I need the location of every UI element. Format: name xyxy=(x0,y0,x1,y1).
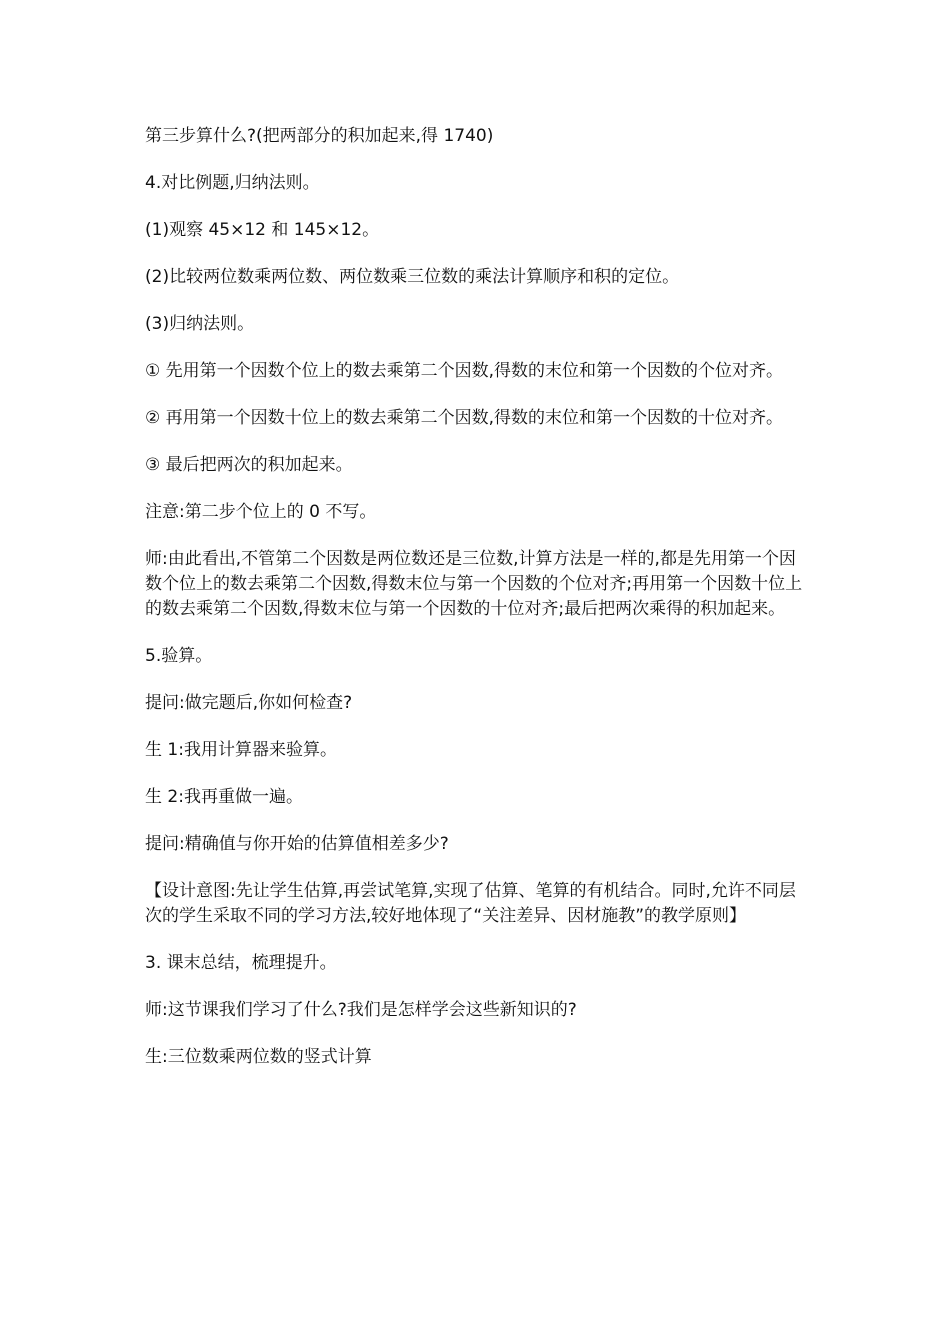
student-1-answer: 生 1:我用计算器来验算。 xyxy=(145,740,337,760)
student-answer: 生:三位数乘两位数的竖式计算 xyxy=(145,1047,372,1067)
question-check: 提问:做完题后,你如何检查? xyxy=(145,693,353,713)
section-4-heading: 4.对比例题,归纳法则。 xyxy=(145,173,320,193)
document-page xyxy=(145,124,810,1092)
rule-step-1: ① 先用第一个因数个位上的数去乘第二个因数,得数的末位和第一个因数的个位对齐。 xyxy=(145,361,784,381)
observe-item: (1)观察 45×12 和 145×12。 xyxy=(145,220,380,240)
design-intent: 【设计意图:先让学生估算,再尝试笔算,实现了估算、笔算的有机结合。同时,允许不同层次的学生采取不同的学习方法,较好地体现了“关注差异、因材施教”的教学原则】 xyxy=(145,881,796,926)
teacher-summary: 师:由此看出,不管第二个因数是两位数还是三位数,计算方法是一样的,都是先用第一个因数个位上的数去乘第二个因数,得数末位与第一个因数的个位对齐;再用第一个因数十位上的数去乘第二个因数,得数末位与第一个因数的十位对齐;最后把两次乘得的积加起来。 xyxy=(145,549,803,619)
section-3-summary-heading: 3. 课末总结，梳理提升。 xyxy=(145,953,337,973)
summarize-rule-item: (3)归纳法则。 xyxy=(145,314,255,334)
note-paragraph: 注意:第二步个位上的 0 不写。 xyxy=(145,502,377,522)
teacher-question: 师:这节课我们学习了什么?我们是怎样学会这些新知识的? xyxy=(145,1000,577,1020)
compare-item: (2)比较两位数乘两位数、两位数乘三位数的乘法计算顺序和积的定位。 xyxy=(145,267,680,287)
rule-step-2: ② 再用第一个因数十位上的数去乘第二个因数,得数的末位和第一个因数的十位对齐。 xyxy=(145,408,784,428)
section-5-heading: 5.验算。 xyxy=(145,646,213,666)
student-2-answer: 生 2:我再重做一遍。 xyxy=(145,787,303,807)
step-three-question: 第三步算什么?(把两部分的积加起来,得 1740) xyxy=(145,126,494,146)
question-difference: 提问:精确值与你开始的估算值相差多少? xyxy=(145,834,449,854)
rule-step-3: ③ 最后把两次的积加起来。 xyxy=(145,455,353,475)
